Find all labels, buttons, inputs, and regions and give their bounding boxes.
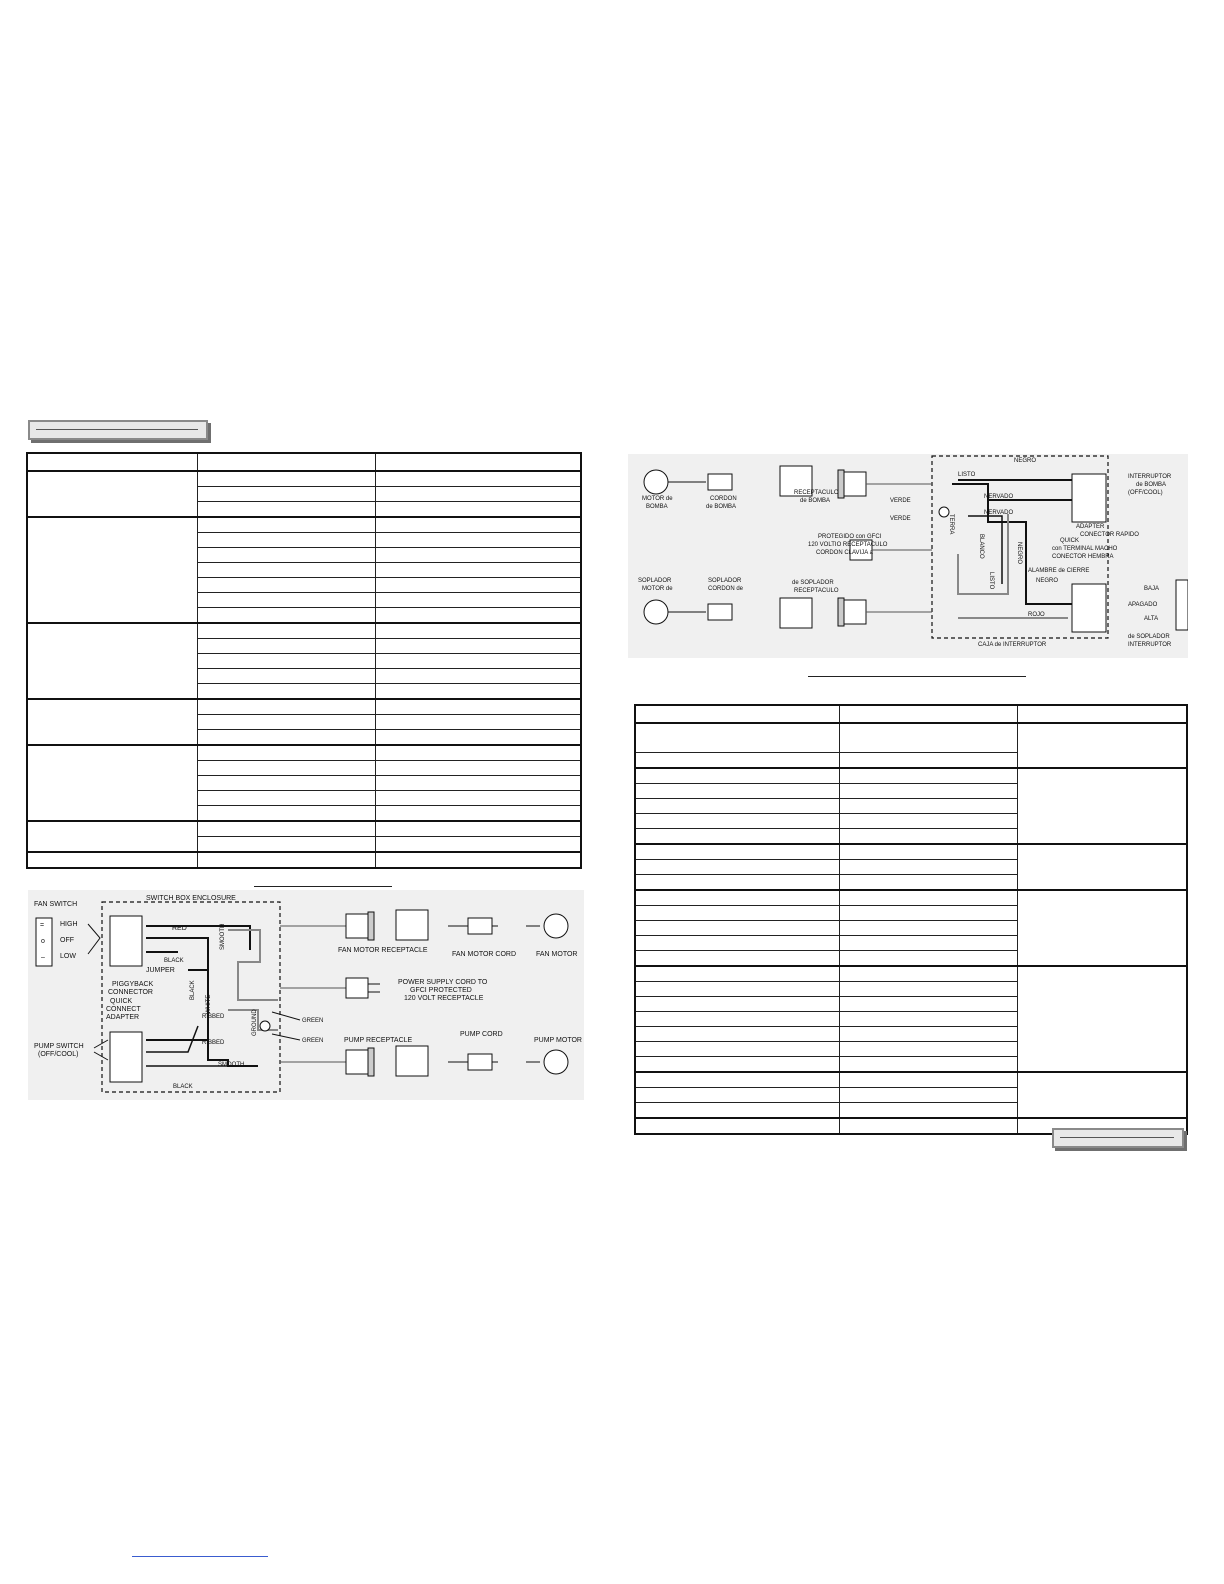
table-cell xyxy=(27,745,197,821)
diagram-label: PIGGYBACK xyxy=(112,981,154,988)
diagram-label: INTERRUPTOR xyxy=(1128,642,1172,648)
diagram-label: BOMBA xyxy=(646,504,668,510)
diagram-label: CONECTOR RAPIDO xyxy=(1080,532,1139,538)
diagram-label: RED xyxy=(172,925,187,932)
diagram-label: GROUND xyxy=(252,1009,258,1036)
diagram-label: ADAPTER xyxy=(106,1014,140,1021)
diagram-label: HIGH xyxy=(60,921,78,928)
table-cell xyxy=(27,471,197,517)
diagram-label: NEGRO xyxy=(1036,578,1059,584)
diagram-label: BLACK xyxy=(173,1084,193,1090)
table-cell xyxy=(1017,723,1187,768)
table-cell xyxy=(27,821,197,852)
diagram-label: CONNECTOR xyxy=(108,989,153,996)
troubleshooting-table-right xyxy=(634,704,1188,1135)
diagram-label: ROJO xyxy=(1028,612,1045,618)
section-tab-right xyxy=(1052,1128,1184,1148)
table-header xyxy=(635,705,839,723)
diagram-label: BAJA xyxy=(1144,586,1160,592)
diagram-label: CORDON CLAVIJA a xyxy=(816,550,873,556)
diagram-label: de BOMBA xyxy=(1136,482,1167,488)
diagram-label: GREEN xyxy=(302,1018,324,1024)
diagram-label: CAJA de INTERRUPTOR xyxy=(978,642,1047,648)
diagram-label: PUMP MOTOR xyxy=(534,1037,582,1044)
diagram-label: RIBBED xyxy=(202,1040,225,1046)
diagram-label: SMOOTH xyxy=(218,1062,245,1068)
diagram-label: SOPLADOR xyxy=(638,578,672,584)
diagram-label: FAN MOTOR CORD xyxy=(452,951,517,958)
diagram-label: CORDON xyxy=(710,496,737,502)
diagram-label: NEGRO xyxy=(1014,458,1037,464)
diagram-label: LISTO xyxy=(958,472,976,478)
table-cell xyxy=(1017,966,1187,1072)
svg-text:o: o xyxy=(41,938,45,945)
diagram-label: ALTA xyxy=(1144,616,1159,622)
diagram-title-underline-left xyxy=(254,886,392,887)
table-cell xyxy=(1017,768,1187,844)
fan-switch-body xyxy=(110,916,142,966)
diagram-label: NEGRO xyxy=(1016,542,1022,565)
diagram-label: con TERMINAL MACHO xyxy=(1052,546,1118,552)
diagram-label: LOW xyxy=(60,953,76,960)
label-fan-switch: FAN SWITCH xyxy=(34,901,78,908)
diagram-label: PUMP CORD xyxy=(460,1031,503,1038)
diagram-label: OFF xyxy=(60,937,74,944)
diagram-label: TERRA xyxy=(948,514,954,535)
diagram-label: NERVADO xyxy=(984,494,1014,500)
diagram-label: QUICK xyxy=(110,998,133,1005)
diagram-label: SMOOTH xyxy=(220,923,226,950)
svg-text:–: – xyxy=(41,954,45,961)
diagram-label: PUMP RECEPTACLE xyxy=(344,1037,413,1044)
diagram-label: (OFF/COOL) xyxy=(1128,490,1163,496)
diagram-label: (OFF/COOL) xyxy=(38,1051,79,1058)
footer-link-underline[interactable] xyxy=(132,1556,268,1557)
diagram-label: PUMP SWITCH xyxy=(34,1043,84,1050)
diagram-label: BLACK xyxy=(190,980,196,1000)
diagram-label: ADAPTER xyxy=(1076,524,1105,530)
table-cell xyxy=(27,623,197,699)
troubleshooting-table-left xyxy=(26,452,582,869)
diagram-label: RECEPTACULO xyxy=(794,588,839,594)
diagram-label: LISTO xyxy=(988,572,994,590)
diagram-title-underline-right xyxy=(808,676,1026,677)
diagram-label: RIBBED xyxy=(202,1014,225,1020)
diagram-label: POWER SUPPLY CORD TO xyxy=(398,979,488,986)
diagram-label: CONECTOR HEMBRA xyxy=(1052,554,1114,560)
table-cell xyxy=(27,517,197,623)
table-header xyxy=(27,453,197,471)
diagram-label: VERDE xyxy=(890,516,911,522)
diagram-label: de SOPLADOR xyxy=(1128,634,1170,640)
diagram-label: NERVADO xyxy=(984,510,1014,516)
diagram-label: RECEPTACULO xyxy=(794,490,839,496)
table-cell xyxy=(1017,844,1187,890)
diagram-label: FAN MOTOR xyxy=(536,951,578,958)
diagram-label: VERDE xyxy=(890,498,911,504)
diagram-label: de SOPLADOR xyxy=(792,580,834,586)
diagram-label: 120 VOLTIO RECEPTACULO xyxy=(808,542,888,548)
table-cell xyxy=(27,699,197,745)
svg-text:=: = xyxy=(40,922,45,929)
diagram-label: CONNECT xyxy=(106,1006,141,1013)
diagram-label: QUICK xyxy=(1060,538,1080,544)
diagram-label: BLANCO xyxy=(978,534,984,559)
diagram-label: CORDON de xyxy=(708,586,744,592)
table-cell xyxy=(1017,1072,1187,1118)
diagram-label: ALAMBRE de CIERRE xyxy=(1028,568,1090,574)
label-switch-box: SWITCH BOX ENCLOSURE xyxy=(146,895,236,902)
table-cell xyxy=(1017,890,1187,966)
diagram-label: de BOMBA xyxy=(800,498,831,504)
diagram-label: GFCI PROTECTED xyxy=(410,987,472,994)
wiring-diagram-english xyxy=(28,890,584,1100)
diagram-label: GREEN xyxy=(302,1038,324,1044)
diagram-label: FAN MOTOR RECEPTACLE xyxy=(338,947,428,954)
pump-switch-body xyxy=(110,1032,142,1082)
diagram-label: MOTOR de xyxy=(642,586,673,592)
wiring-diagram-spanish xyxy=(628,454,1188,658)
diagram-label: MOTOR de xyxy=(642,496,673,502)
diagram-label: BLACK xyxy=(164,958,184,964)
diagram-label: WHITE xyxy=(206,994,212,1014)
diagram-label: JUMPER xyxy=(146,967,175,974)
section-tab-left xyxy=(28,420,208,440)
diagram-label: SOPLADOR xyxy=(708,578,742,584)
diagram-label: PROTEGIDO con GFCI xyxy=(818,534,882,540)
diagram-label: de BOMBA xyxy=(706,504,737,510)
diagram-label: APAGADO xyxy=(1128,602,1158,608)
diagram-label: 120 VOLT RECEPTACLE xyxy=(404,995,484,1002)
diagram-label: INTERRUPTOR xyxy=(1128,474,1172,480)
